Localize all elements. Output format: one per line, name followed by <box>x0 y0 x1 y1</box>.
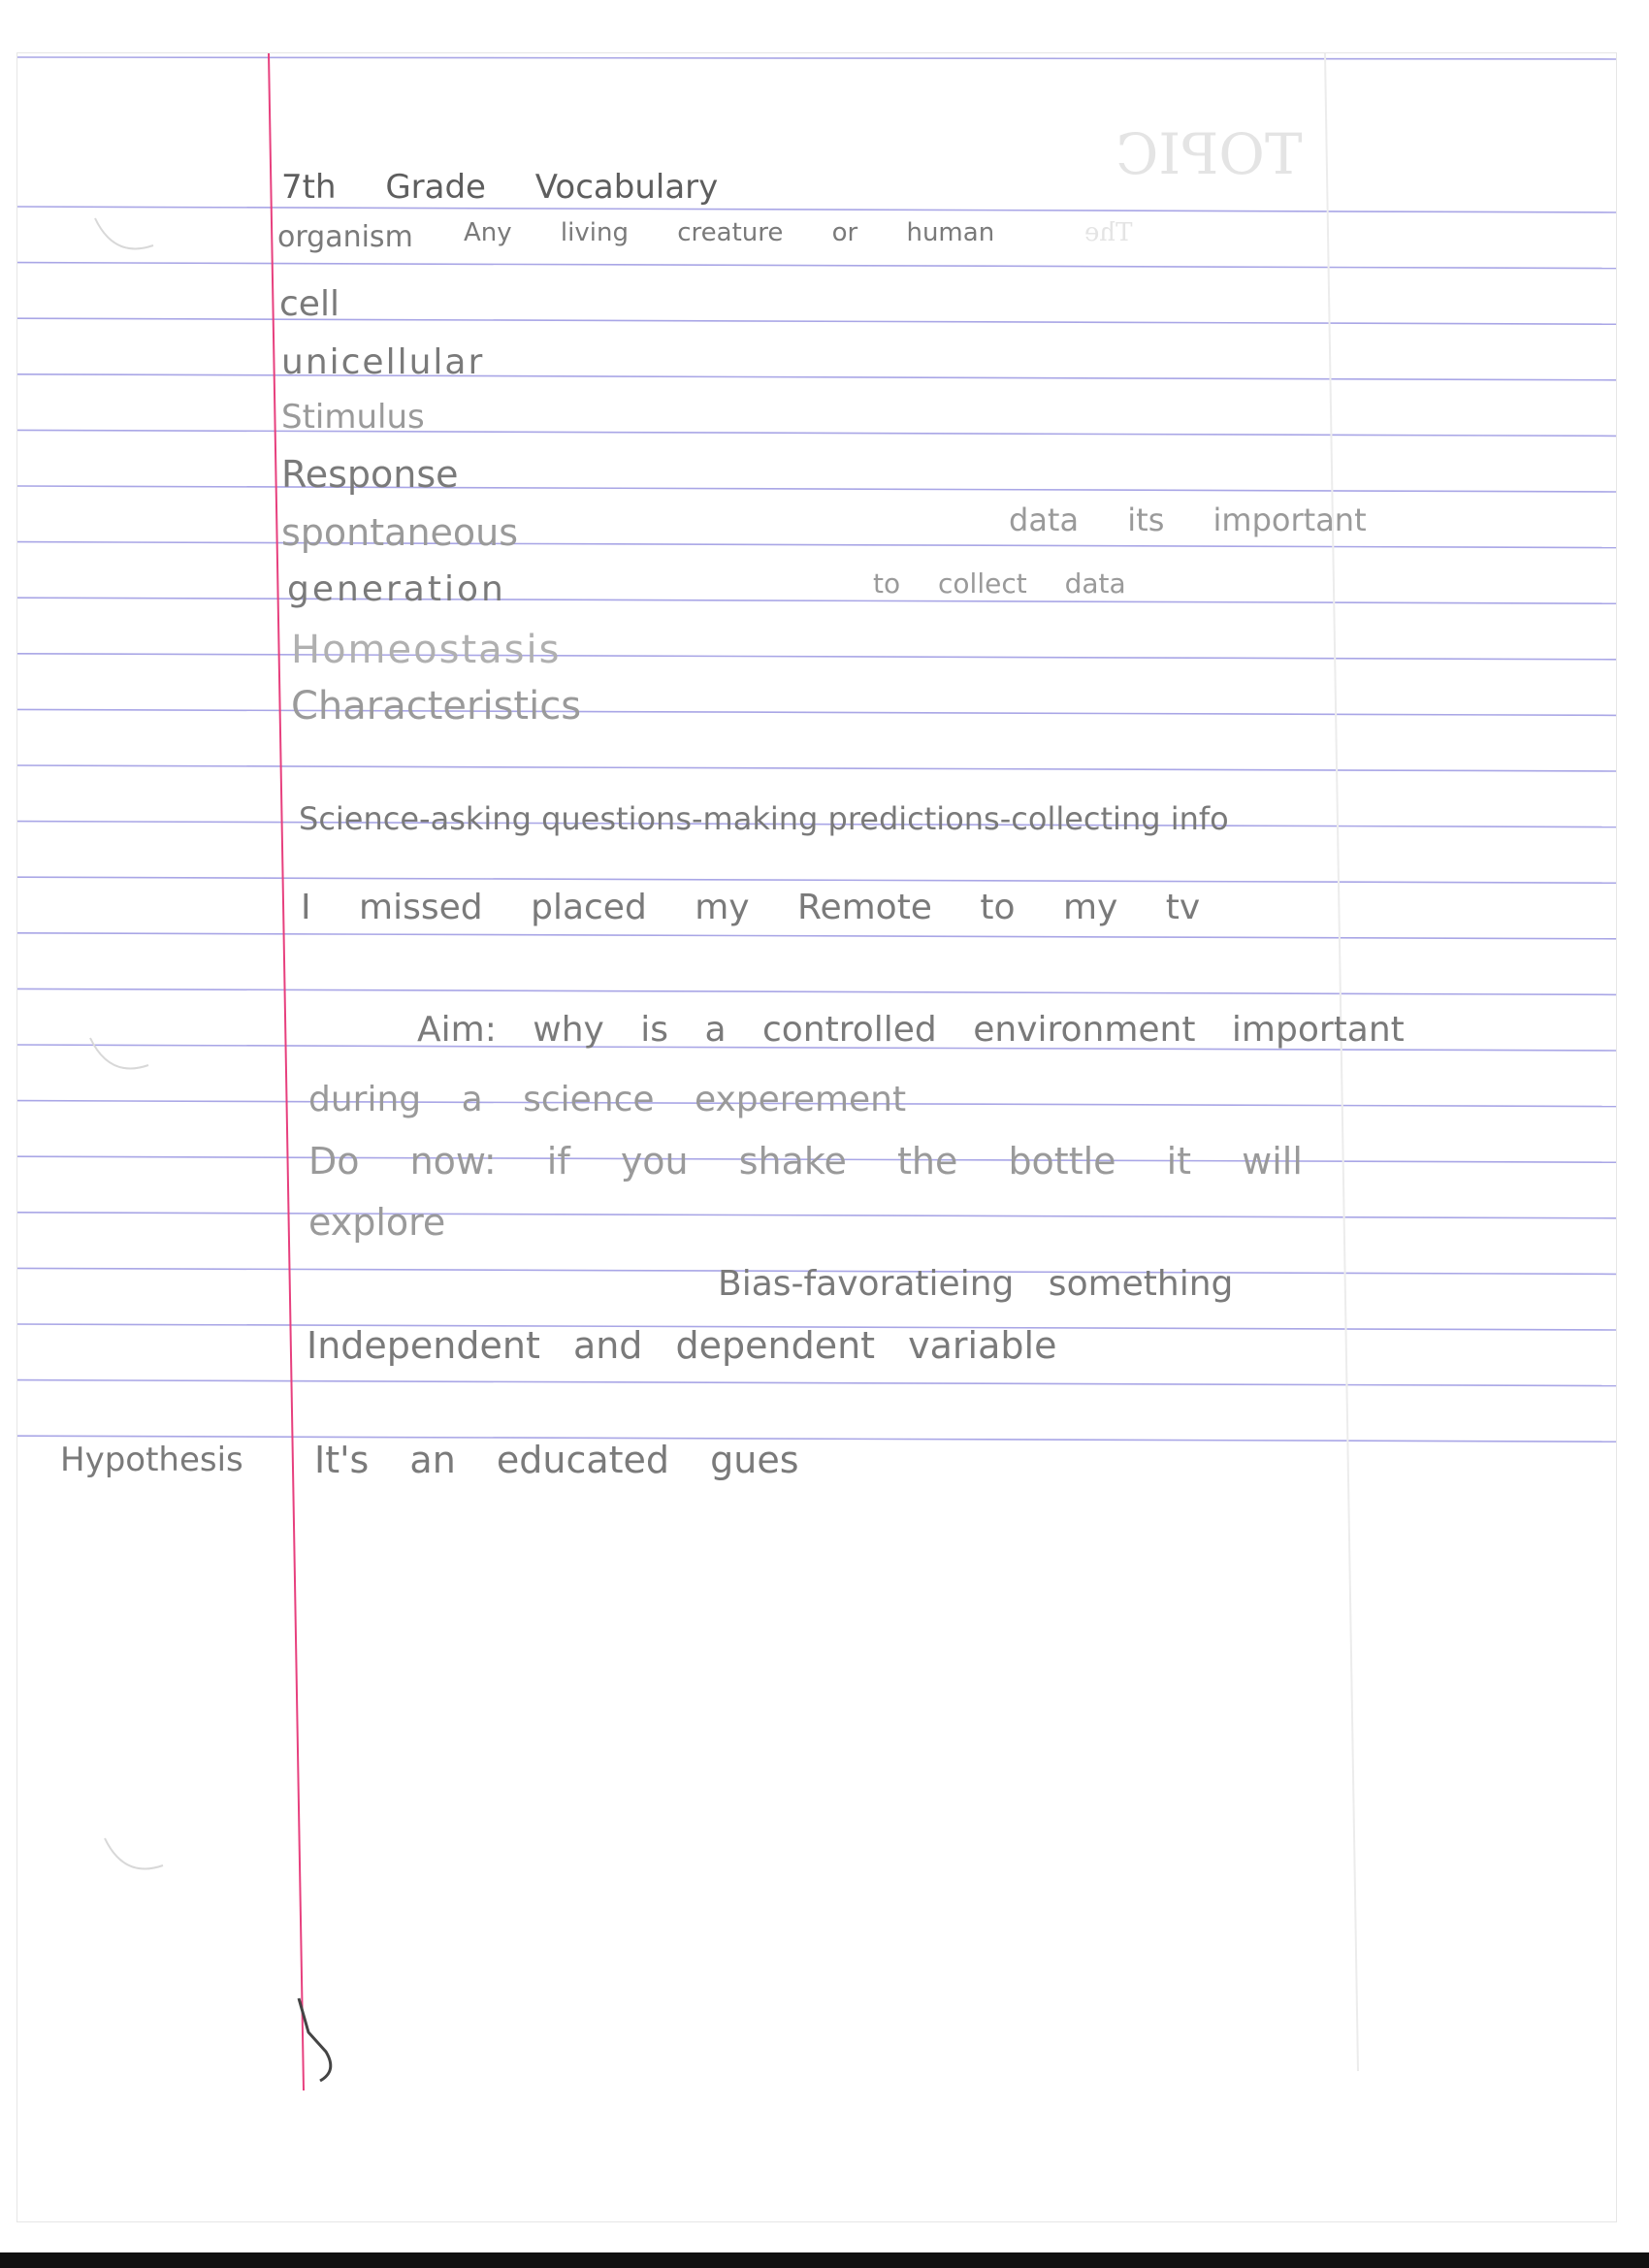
note-variables: Independent and dependent variable <box>307 1324 1057 1367</box>
rule-line <box>17 1213 1616 1218</box>
rule-line <box>17 933 1616 939</box>
term-spontaneous: spontaneous <box>281 511 519 554</box>
hole-punch-mark <box>105 1838 163 1869</box>
rule-line <box>17 486 1616 492</box>
rule-line-top <box>17 57 1616 59</box>
def-organism: Any living creature or human <box>464 218 995 247</box>
rule-line <box>17 207 1616 212</box>
rule-line <box>17 1380 1616 1386</box>
hole-punch-mark <box>90 1038 148 1069</box>
term-stimulus: Stimulus <box>281 398 425 437</box>
rule-line <box>17 1436 1616 1442</box>
rule-line <box>17 765 1616 771</box>
ghost-margin-line <box>1325 53 1358 2071</box>
note-data-2: to collect data <box>873 567 1126 599</box>
note-science: Science-asking questions-making predictions-collecting info <box>299 800 1229 837</box>
notebook-page <box>17 53 1616 2221</box>
rule-line <box>17 709 1616 715</box>
notes-title: 7th Grade Vocabulary <box>281 168 719 207</box>
term-characteristics: Characteristics <box>291 684 582 729</box>
note-aim-cont: during a science experement <box>308 1080 907 1119</box>
term-response: Response <box>281 453 459 496</box>
ghost-topic: TOPIC <box>1116 121 1303 187</box>
ruled-lines <box>17 53 1616 2221</box>
note-hypothesis: It's an educated gues <box>314 1439 799 1481</box>
rule-line <box>17 598 1616 603</box>
note-do-now-cont: explore <box>308 1201 446 1244</box>
rule-line <box>17 263 1616 269</box>
term-generation: generation <box>287 569 506 609</box>
rule-line <box>17 654 1616 660</box>
rule-line <box>17 430 1616 436</box>
term-cell: cell <box>279 284 340 324</box>
term-unicellular: unicellular <box>281 342 485 382</box>
margin-hypothesis: Hypothesis <box>60 1441 243 1479</box>
rule-line <box>17 877 1616 883</box>
rule-line <box>17 374 1616 380</box>
term-homeostasis: Homeostasis <box>291 628 562 672</box>
rule-line <box>17 988 1616 994</box>
rule-line <box>17 542 1616 548</box>
note-do-now: Do now: if you shake the bottle it will <box>308 1140 1303 1183</box>
note-aim: Aim: why is a controlled environment important <box>417 1010 1405 1050</box>
note-data-1: data its important <box>1009 502 1367 538</box>
rule-line <box>17 318 1616 324</box>
note-bias: Bias-favoratieing something <box>718 1264 1234 1304</box>
note-remote: I missed placed my Remote to my tv <box>301 888 1201 927</box>
hole-punch-mark <box>95 218 153 249</box>
scan-edge <box>0 2252 1649 2268</box>
ghost-line: The <box>1084 218 1133 247</box>
term-organism: organism <box>277 220 413 254</box>
